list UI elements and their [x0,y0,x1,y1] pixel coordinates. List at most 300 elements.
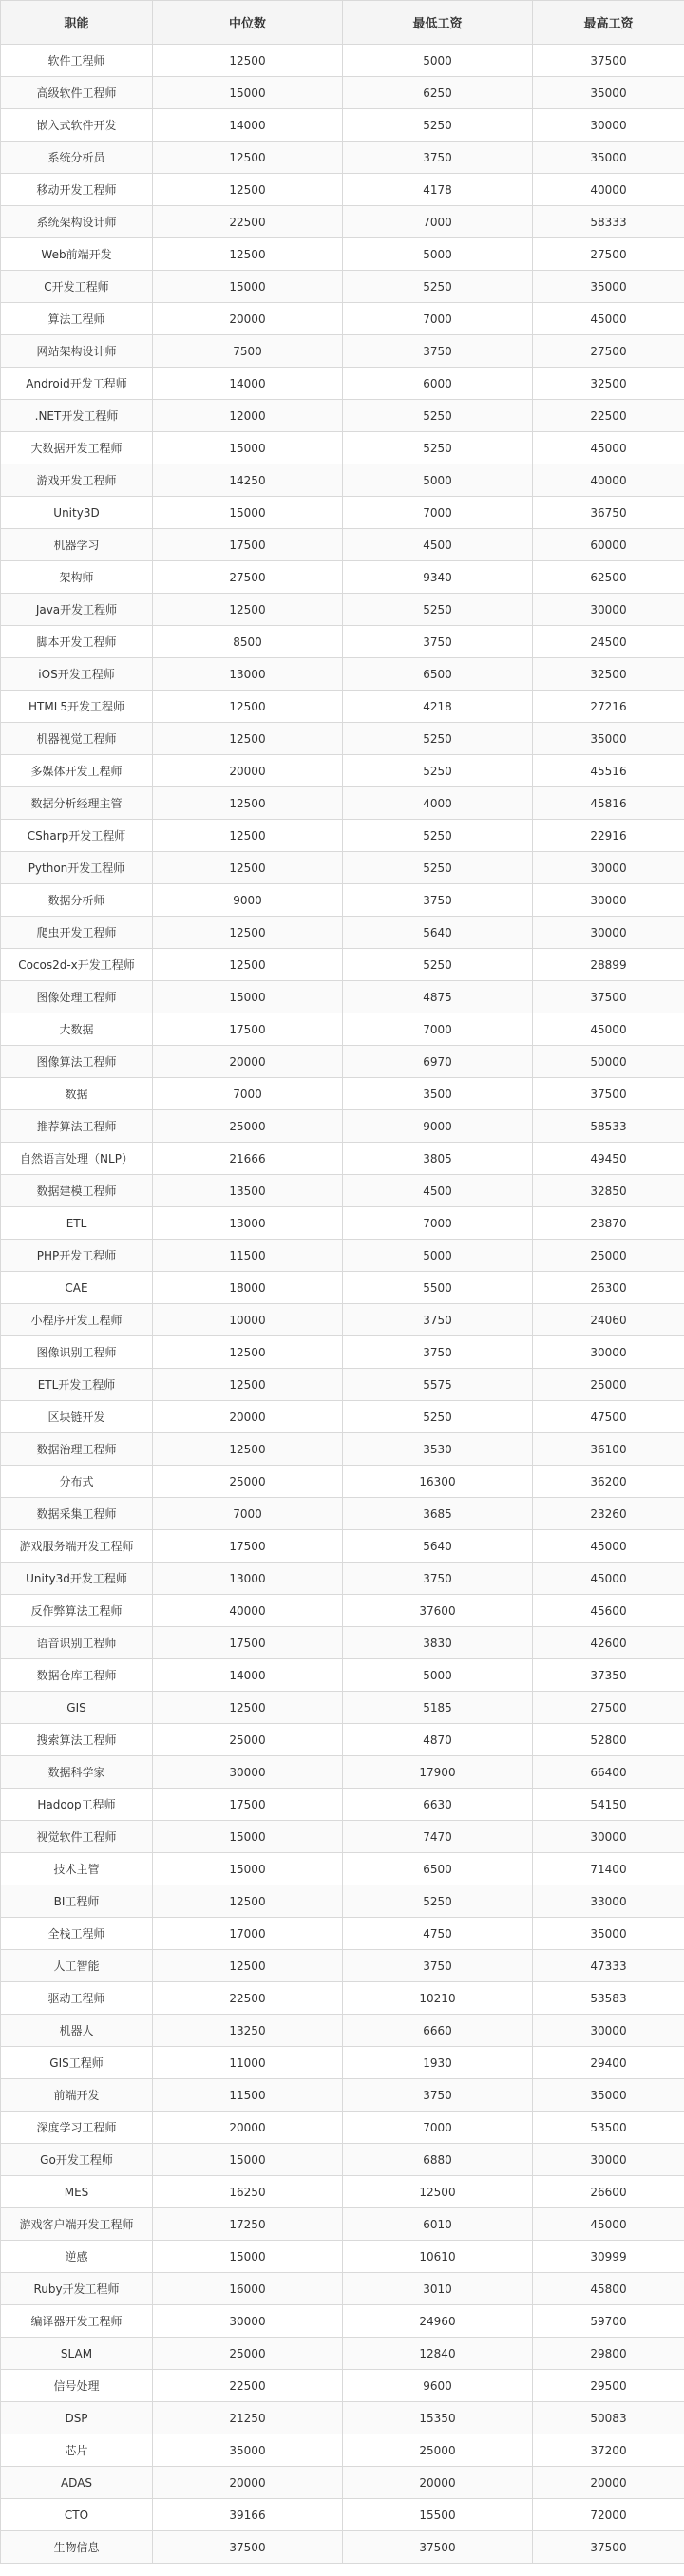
max-salary-cell: 30000 [533,109,684,142]
table-row [1,1272,684,1304]
role-cell: 系统分析员 [1,142,153,174]
median-cell: 15000 [153,2144,343,2176]
max-salary-cell: 53500 [533,2112,684,2144]
max-salary-cell: 35000 [533,142,684,174]
min-salary-cell: 5250 [343,949,533,981]
role-cell: 数据分析师 [1,884,153,917]
table-row [1,852,684,884]
max-salary-cell: 30000 [533,884,684,917]
median-cell: 15000 [153,432,343,464]
median-cell: 15000 [153,497,343,529]
median-cell: 39166 [153,2499,343,2531]
median-cell: 20000 [153,303,343,335]
max-salary-cell: 30000 [533,917,684,949]
role-cell: ETL [1,1207,153,1240]
median-cell: 17500 [153,529,343,561]
min-salary-cell: 3010 [343,2273,533,2305]
role-cell: 技术主管 [1,1853,153,1885]
role-cell: 爬虫开发工程师 [1,917,153,949]
max-salary-cell: 22500 [533,400,684,432]
median-cell: 12500 [153,852,343,884]
median-cell: 20000 [153,2112,343,2144]
median-cell: 14250 [153,464,343,497]
max-salary-cell: 30000 [533,1821,684,1853]
min-salary-cell: 5250 [343,723,533,755]
min-salary-cell: 20000 [343,2467,533,2499]
min-salary-cell: 7000 [343,303,533,335]
median-cell: 11500 [153,1240,343,1272]
role-cell: Android开发工程师 [1,368,153,400]
table-row [1,174,684,206]
table-row [1,77,684,109]
role-cell: CSharp开发工程师 [1,820,153,852]
table-row [1,2241,684,2273]
table-row [1,820,684,852]
median-cell: 25000 [153,1110,343,1143]
max-salary-cell: 24500 [533,626,684,658]
role-cell: C开发工程师 [1,271,153,303]
max-salary-cell: 30999 [533,2241,684,2273]
median-cell: 14000 [153,1659,343,1692]
max-salary-cell: 28899 [533,949,684,981]
median-cell: 12500 [153,917,343,949]
max-salary-cell: 37500 [533,45,684,77]
median-cell: 17000 [153,1918,343,1950]
max-salary-cell: 58533 [533,1110,684,1143]
table-row [1,1336,684,1369]
role-cell: 分布式 [1,1466,153,1498]
min-salary-cell: 9000 [343,1110,533,1143]
max-salary-cell: 35000 [533,2079,684,2112]
min-salary-cell: 4875 [343,981,533,1013]
table-row [1,2015,684,2047]
role-cell: Web前端开发 [1,238,153,271]
table-row [1,1627,684,1659]
median-cell: 12500 [153,1336,343,1369]
max-salary-cell: 29400 [533,2047,684,2079]
role-cell: 数据建模工程师 [1,1175,153,1207]
max-salary-cell: 59700 [533,2305,684,2338]
median-cell: 17500 [153,1013,343,1046]
max-salary-cell: 35000 [533,723,684,755]
max-salary-cell: 71400 [533,1853,684,1885]
table-row [1,1046,684,1078]
role-cell: 移动开发工程师 [1,174,153,206]
role-cell: 数据采集工程师 [1,1498,153,1530]
median-cell: 11500 [153,2079,343,2112]
min-salary-cell: 3750 [343,335,533,368]
max-salary-cell: 47500 [533,1401,684,1433]
min-salary-cell: 3500 [343,1078,533,1110]
max-salary-cell: 62500 [533,561,684,594]
max-salary-cell: 37200 [533,2434,684,2467]
min-salary-cell: 5250 [343,1401,533,1433]
min-salary-cell: 16300 [343,1466,533,1498]
max-salary-cell: 32500 [533,658,684,691]
role-cell: 驱动工程师 [1,1982,153,2015]
table-row [1,2079,684,2112]
table-row [1,1143,684,1175]
table-row [1,142,684,174]
role-cell: 游戏服务端开发工程师 [1,1530,153,1563]
role-cell: 语音识别工程师 [1,1627,153,1659]
median-cell: 12500 [153,594,343,626]
role-cell: 区块链开发 [1,1401,153,1433]
max-salary-cell: 26600 [533,2176,684,2208]
median-cell: 13000 [153,658,343,691]
role-cell: 游戏客户端开发工程师 [1,2208,153,2241]
min-salary-cell: 5000 [343,238,533,271]
role-cell: 芯片 [1,2434,153,2467]
role-cell: BI工程师 [1,1885,153,1918]
table-row [1,2208,684,2241]
median-cell: 12500 [153,723,343,755]
median-cell: 40000 [153,1595,343,1627]
min-salary-cell: 12840 [343,2338,533,2370]
table-row [1,2402,684,2434]
role-cell: 机器视觉工程师 [1,723,153,755]
median-cell: 7500 [153,335,343,368]
role-cell: CAE [1,1272,153,1304]
min-salary-cell: 4000 [343,787,533,820]
median-cell: 12500 [153,1369,343,1401]
min-salary-cell: 5250 [343,271,533,303]
min-salary-cell: 5000 [343,464,533,497]
role-cell: 多媒体开发工程师 [1,755,153,787]
max-salary-cell: 37500 [533,2531,684,2564]
table-row [1,1982,684,2015]
median-cell: 13000 [153,1563,343,1595]
min-salary-cell: 3530 [343,1433,533,1466]
min-salary-cell: 10210 [343,1982,533,2015]
role-cell: 小程序开发工程师 [1,1304,153,1336]
max-salary-cell: 36100 [533,1433,684,1466]
role-cell: iOS开发工程师 [1,658,153,691]
table-row [1,432,684,464]
median-cell: 12500 [153,1692,343,1724]
min-salary-cell: 6500 [343,658,533,691]
table-row [1,303,684,335]
role-cell: 数据 [1,1078,153,1110]
role-cell: 图像算法工程师 [1,1046,153,1078]
median-cell: 35000 [153,2434,343,2467]
min-salary-cell: 5000 [343,1659,533,1692]
table-row [1,755,684,787]
max-salary-cell: 20000 [533,2467,684,2499]
min-salary-cell: 4500 [343,529,533,561]
min-salary-cell: 3830 [343,1627,533,1659]
max-salary-cell: 30000 [533,852,684,884]
min-salary-cell: 17900 [343,1756,533,1789]
max-salary-cell: 23260 [533,1498,684,1530]
min-salary-cell: 7000 [343,2112,533,2144]
role-cell: Java开发工程师 [1,594,153,626]
median-cell: 22500 [153,2370,343,2402]
min-salary-cell: 3750 [343,1336,533,1369]
role-cell: DSP [1,2402,153,2434]
max-salary-cell: 60000 [533,529,684,561]
max-salary-cell: 54150 [533,1789,684,1821]
table-row [1,45,684,77]
table-row [1,1821,684,1853]
table-row [1,2112,684,2144]
role-cell: 前端开发 [1,2079,153,2112]
role-cell: GIS工程师 [1,2047,153,2079]
max-salary-cell: 35000 [533,271,684,303]
table-row [1,884,684,917]
median-cell: 15000 [153,1821,343,1853]
max-salary-cell: 72000 [533,2499,684,2531]
min-salary-cell: 5250 [343,400,533,432]
median-cell: 15000 [153,77,343,109]
table-row [1,1724,684,1756]
table-row [1,1401,684,1433]
role-cell: ETL开发工程师 [1,1369,153,1401]
min-salary-cell: 7470 [343,1821,533,1853]
median-cell: 12500 [153,238,343,271]
table-row [1,271,684,303]
min-salary-cell: 3805 [343,1143,533,1175]
role-cell: HTML5开发工程师 [1,691,153,723]
min-salary-cell: 5575 [343,1369,533,1401]
table-row [1,1659,684,1692]
min-salary-cell: 5250 [343,1885,533,1918]
role-cell: 嵌入式软件开发 [1,109,153,142]
median-cell: 22500 [153,1982,343,2015]
min-salary-cell: 6010 [343,2208,533,2241]
min-salary-cell: 6660 [343,2015,533,2047]
min-salary-cell: 5250 [343,109,533,142]
table-row [1,1692,684,1724]
max-salary-cell: 26300 [533,1272,684,1304]
max-salary-cell: 53583 [533,1982,684,2015]
role-cell: 视觉软件工程师 [1,1821,153,1853]
median-cell: 15000 [153,1853,343,1885]
role-cell: 反作弊算法工程师 [1,1595,153,1627]
max-salary-cell: 23870 [533,1207,684,1240]
table-row [1,1207,684,1240]
table-row [1,1369,684,1401]
median-cell: 12500 [153,174,343,206]
table-row [1,917,684,949]
table-row [1,1789,684,1821]
max-salary-cell: 37500 [533,981,684,1013]
min-salary-cell: 6630 [343,1789,533,1821]
median-cell: 20000 [153,2467,343,2499]
median-cell: 12500 [153,45,343,77]
table-row [1,1563,684,1595]
median-cell: 30000 [153,1756,343,1789]
min-salary-cell: 3750 [343,2079,533,2112]
max-salary-cell: 27216 [533,691,684,723]
min-salary-cell: 24960 [343,2305,533,2338]
min-salary-cell: 7000 [343,206,533,238]
median-cell: 17250 [153,2208,343,2241]
role-cell: .NET开发工程师 [1,400,153,432]
max-salary-cell: 25000 [533,1240,684,1272]
max-salary-cell: 40000 [533,464,684,497]
role-cell: GIS [1,1692,153,1724]
median-cell: 20000 [153,1046,343,1078]
role-cell: 大数据 [1,1013,153,1046]
table-row [1,2338,684,2370]
median-cell: 12500 [153,691,343,723]
table-row [1,2467,684,2499]
max-salary-cell: 32850 [533,1175,684,1207]
min-salary-cell: 5640 [343,917,533,949]
table-row [1,1498,684,1530]
role-cell: 软件工程师 [1,45,153,77]
min-salary-cell: 5000 [343,45,533,77]
table-row [1,594,684,626]
role-cell: 脚本开发工程师 [1,626,153,658]
max-salary-cell: 36750 [533,497,684,529]
min-salary-cell: 12500 [343,2176,533,2208]
median-cell: 11000 [153,2047,343,2079]
min-salary-cell: 9340 [343,561,533,594]
median-cell: 25000 [153,1466,343,1498]
min-salary-cell: 6250 [343,77,533,109]
max-salary-cell: 30000 [533,2015,684,2047]
role-cell: 信号处理 [1,2370,153,2402]
role-cell: 全栈工程师 [1,1918,153,1950]
role-cell: CTO [1,2499,153,2531]
role-cell: 自然语言处理（NLP） [1,1143,153,1175]
max-salary-cell: 29500 [533,2370,684,2402]
table-row [1,206,684,238]
max-salary-cell: 45600 [533,1595,684,1627]
table-row [1,949,684,981]
min-salary-cell: 5250 [343,755,533,787]
table-row [1,2047,684,2079]
max-salary-cell: 45000 [533,1013,684,1046]
table-row [1,1240,684,1272]
role-cell: SLAM [1,2338,153,2370]
max-salary-cell: 32500 [533,368,684,400]
table-row [1,2499,684,2531]
role-cell: 游戏开发工程师 [1,464,153,497]
table-row [1,2434,684,2467]
median-cell: 13250 [153,2015,343,2047]
min-salary-cell: 4500 [343,1175,533,1207]
min-salary-cell: 10610 [343,2241,533,2273]
table-row [1,109,684,142]
median-cell: 14000 [153,109,343,142]
min-salary-cell: 37600 [343,1595,533,1627]
min-salary-cell: 7000 [343,1013,533,1046]
min-salary-cell: 5640 [343,1530,533,1563]
max-salary-cell: 33000 [533,1885,684,1918]
role-cell: 深度学习工程师 [1,2112,153,2144]
role-cell: Hadoop工程师 [1,1789,153,1821]
median-cell: 21666 [153,1143,343,1175]
role-cell: 数据科学家 [1,1756,153,1789]
median-cell: 25000 [153,1724,343,1756]
min-salary-cell: 7000 [343,1207,533,1240]
header-role: 职能 [1,1,153,45]
table-row [1,2273,684,2305]
median-cell: 7000 [153,1078,343,1110]
role-cell: 图像识别工程师 [1,1336,153,1369]
median-cell: 17500 [153,1627,343,1659]
min-salary-cell: 15500 [343,2499,533,2531]
max-salary-cell: 45000 [533,303,684,335]
min-salary-cell: 9600 [343,2370,533,2402]
role-cell: 数据分析经理主管 [1,787,153,820]
median-cell: 25000 [153,2338,343,2370]
median-cell: 12500 [153,142,343,174]
table-row [1,238,684,271]
min-salary-cell: 4178 [343,174,533,206]
max-salary-cell: 45800 [533,2273,684,2305]
median-cell: 12500 [153,820,343,852]
role-cell: 推荐算法工程师 [1,1110,153,1143]
table-row [1,2144,684,2176]
table-row [1,723,684,755]
median-cell: 12500 [153,949,343,981]
role-cell: PHP开发工程师 [1,1240,153,1272]
max-salary-cell: 30000 [533,1336,684,1369]
max-salary-cell: 45000 [533,2208,684,2241]
max-salary-cell: 58333 [533,206,684,238]
table-row [1,2531,684,2564]
table-row [1,1433,684,1466]
max-salary-cell: 45000 [533,1563,684,1595]
median-cell: 12500 [153,1950,343,1982]
min-salary-cell: 15350 [343,2402,533,2434]
max-salary-cell: 50083 [533,2402,684,2434]
min-salary-cell: 5185 [343,1692,533,1724]
median-cell: 21250 [153,2402,343,2434]
median-cell: 18000 [153,1272,343,1304]
median-cell: 15000 [153,271,343,303]
role-cell: 搜索算法工程师 [1,1724,153,1756]
table-body [1,45,684,2564]
median-cell: 17500 [153,1789,343,1821]
role-cell: 逆感 [1,2241,153,2273]
max-salary-cell: 45000 [533,1530,684,1563]
median-cell: 12000 [153,400,343,432]
min-salary-cell: 3750 [343,142,533,174]
role-cell: ADAS [1,2467,153,2499]
min-salary-cell: 4218 [343,691,533,723]
max-salary-cell: 30000 [533,594,684,626]
median-cell: 7000 [153,1498,343,1530]
median-cell: 8500 [153,626,343,658]
min-salary-cell: 5250 [343,852,533,884]
table-row [1,1175,684,1207]
role-cell: Python开发工程师 [1,852,153,884]
min-salary-cell: 25000 [343,2434,533,2467]
min-salary-cell: 3750 [343,884,533,917]
median-cell: 13500 [153,1175,343,1207]
role-cell: MES [1,2176,153,2208]
min-salary-cell: 5250 [343,594,533,626]
median-cell: 9000 [153,884,343,917]
min-salary-cell: 6970 [343,1046,533,1078]
table-row [1,1853,684,1885]
role-cell: 网站架构设计师 [1,335,153,368]
role-cell: 人工智能 [1,1950,153,1982]
table-row [1,561,684,594]
median-cell: 27500 [153,561,343,594]
table-row [1,691,684,723]
median-cell: 15000 [153,2241,343,2273]
max-salary-cell: 42600 [533,1627,684,1659]
header-row [1,1,684,45]
median-cell: 13000 [153,1207,343,1240]
role-cell: Cocos2d-x开发工程师 [1,949,153,981]
